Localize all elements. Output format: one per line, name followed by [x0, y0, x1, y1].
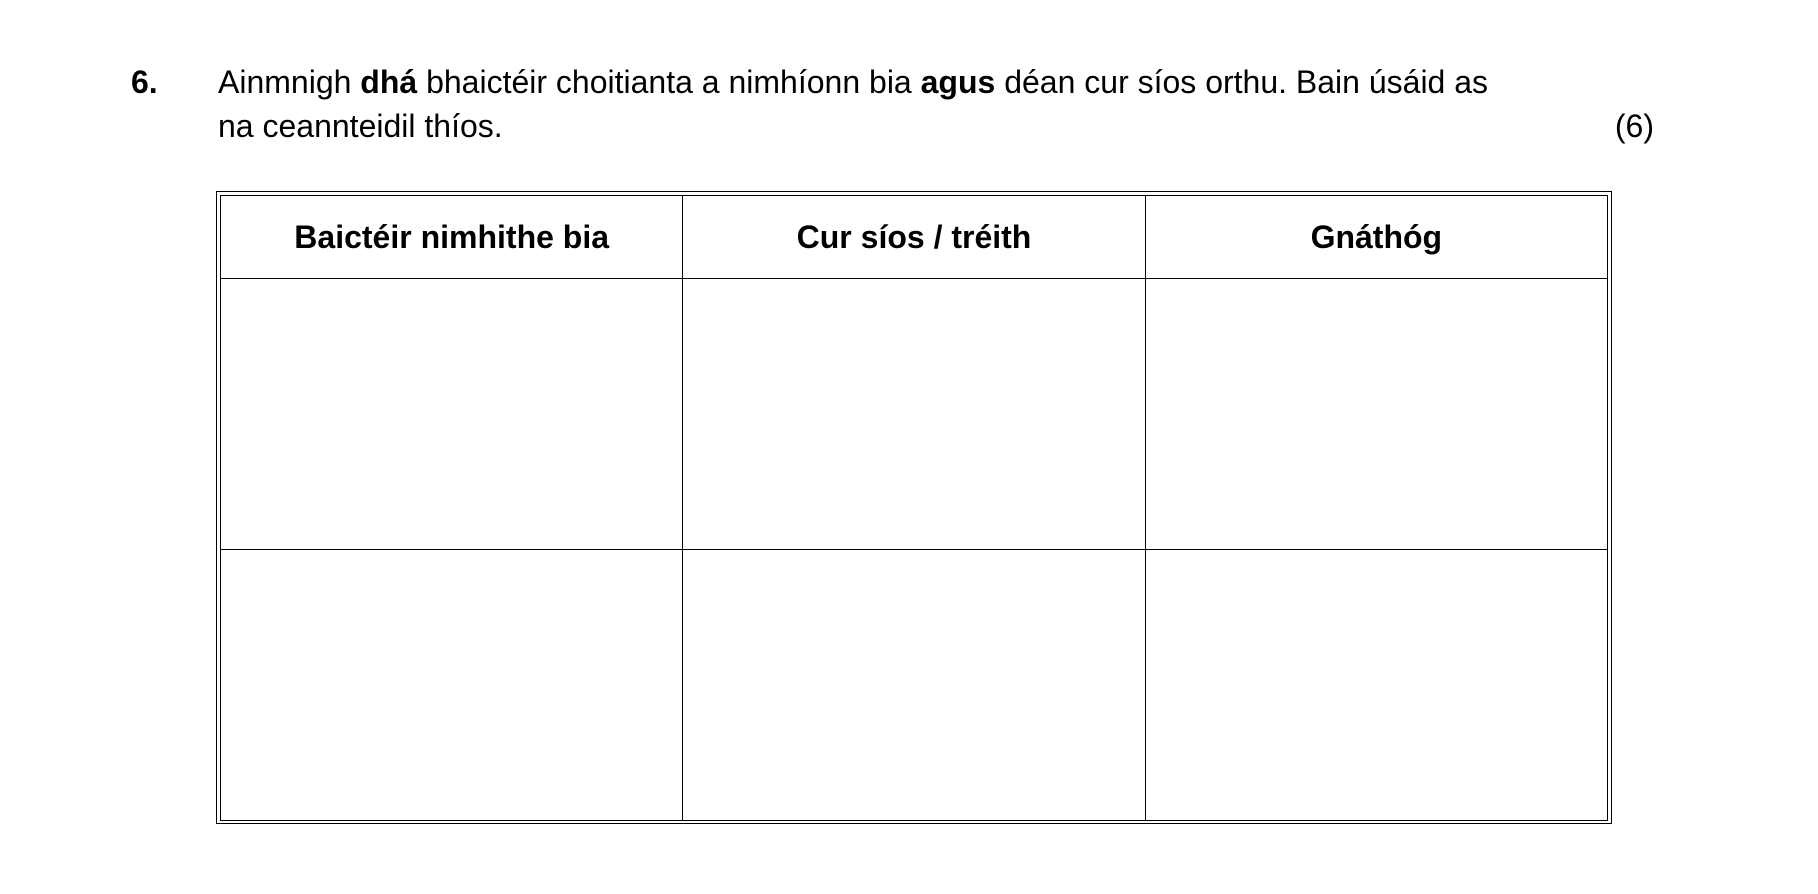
question-text-segment: déan cur síos orthu. Bain úsáid as [995, 64, 1489, 100]
question-emphasis-agus: agus [920, 64, 996, 100]
column-header-bacteria: Baictéir nimhithe bia [221, 196, 683, 279]
table-row [221, 550, 1608, 821]
table-row [221, 279, 1608, 550]
question-number: 6. [131, 64, 158, 100]
table-header-row [221, 196, 1608, 279]
answer-cell-1-habitat[interactable] [1145, 279, 1607, 550]
answer-table [216, 191, 1612, 824]
answer-grid [220, 195, 1608, 821]
answer-cell-2-description[interactable] [683, 550, 1145, 821]
question-text-segment: bhaictéir choitianta a nimhíonn bia [417, 64, 921, 100]
column-header-description: Cur síos / tréith [683, 196, 1145, 279]
answer-cell-2-bacteria[interactable] [221, 550, 683, 821]
answer-cell-1-description[interactable] [683, 279, 1145, 550]
marks-allocation: (6) [1614, 108, 1654, 144]
answer-cell-2-habitat[interactable] [1145, 550, 1607, 821]
question-line-2: na ceannteidil thíos. [218, 108, 503, 144]
question-text-segment: Ainmnigh [218, 64, 361, 100]
answer-cell-1-bacteria[interactable] [221, 279, 683, 550]
question-text [218, 60, 1638, 148]
question-line-1 [218, 60, 1638, 104]
column-header-habitat: Gnáthóg [1145, 196, 1607, 279]
question-emphasis-dha: dhá [360, 64, 418, 100]
